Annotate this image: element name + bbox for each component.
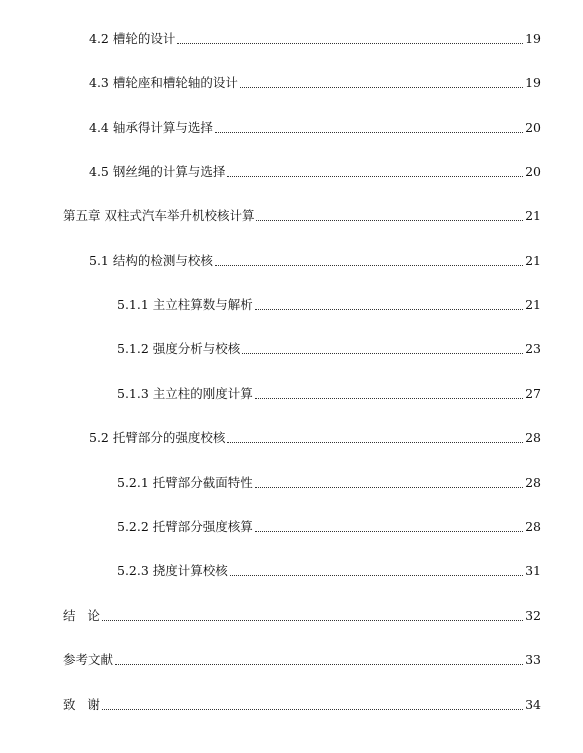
- toc-entry-4-4[interactable]: [89, 120, 541, 136]
- dot-leader: [102, 709, 523, 710]
- toc-entry-page: 21: [525, 208, 541, 223]
- toc-entry-page: 21: [525, 253, 541, 268]
- dot-leader: [255, 398, 523, 399]
- toc-entry-5-1-1[interactable]: [117, 297, 541, 313]
- dot-leader: [256, 220, 523, 221]
- toc-entry-title: 5.2.1 托臂部分截面特性: [117, 475, 253, 490]
- dot-leader: [255, 487, 523, 488]
- toc-entry-page: 21: [525, 297, 541, 312]
- toc-entry-page: 34: [525, 697, 541, 712]
- toc-entry-5-2-1[interactable]: [117, 475, 541, 491]
- toc-entry-5-1-2[interactable]: [117, 341, 541, 357]
- toc-entry-page: 27: [525, 386, 541, 401]
- toc-entry-references[interactable]: [63, 652, 541, 668]
- toc-entry-title: 5.2.2 托臂部分强度核算: [117, 519, 253, 534]
- toc-entry-title: 4.5 钢丝绳的计算与选择: [89, 164, 226, 179]
- toc-entry-page: 20: [525, 164, 541, 179]
- toc-entry-chapter-5[interactable]: [63, 208, 541, 224]
- toc-entry-title: 致 谢: [63, 697, 100, 712]
- dot-leader: [227, 442, 523, 443]
- dot-leader: [215, 132, 523, 133]
- toc-entry-acknowledgements[interactable]: [63, 697, 541, 713]
- dot-leader: [215, 265, 523, 266]
- toc-entry-page: 20: [525, 120, 541, 135]
- toc-entry-conclusion[interactable]: [63, 608, 541, 624]
- dot-leader: [255, 531, 523, 532]
- dot-leader: [177, 43, 523, 44]
- toc-entry-5-2-3[interactable]: [117, 563, 541, 579]
- toc-entry-title: 5.1 结构的检测与校核: [89, 253, 213, 268]
- toc-entry-page: 28: [525, 519, 541, 534]
- toc-entry-page: 28: [525, 430, 541, 445]
- toc-entry-5-1[interactable]: [89, 253, 541, 269]
- dot-leader: [102, 620, 523, 621]
- toc-entry-title: 5.1.1 主立柱算数与解析: [117, 297, 253, 312]
- dot-leader: [240, 87, 523, 88]
- toc-entry-page: 19: [525, 75, 541, 90]
- toc-entry-page: 33: [525, 652, 541, 667]
- dot-leader: [115, 664, 523, 665]
- toc-entry-page: 28: [525, 475, 541, 490]
- toc-entry-title: 参考文献: [63, 652, 114, 667]
- dot-leader: [255, 309, 523, 310]
- toc-entry-title: 4.4 轴承得计算与选择: [89, 120, 213, 135]
- toc-entry-title: 5.2 托臂部分的强度校核: [89, 430, 226, 445]
- toc-entry-title: 4.3 槽轮座和槽轮轴的设计: [89, 75, 238, 90]
- toc-entry-4-3[interactable]: [89, 75, 541, 91]
- dot-leader: [230, 575, 523, 576]
- toc-entry-title: 4.2 槽轮的设计: [89, 31, 176, 46]
- toc-entry-title: 结 论: [63, 608, 100, 623]
- toc-entry-5-1-3[interactable]: [117, 386, 541, 402]
- toc-entry-title: 5.1.3 主立柱的刚度计算: [117, 386, 253, 401]
- dot-leader: [242, 353, 523, 354]
- toc-entry-title: 5.2.3 挠度计算校核: [117, 563, 228, 578]
- toc-entry-page: 31: [525, 563, 541, 578]
- toc-entry-page: 19: [525, 31, 541, 46]
- toc-entry-title: 第五章 双柱式汽车举升机校核计算: [63, 208, 255, 223]
- toc-entry-4-5[interactable]: [89, 164, 541, 180]
- toc-entry-page: 32: [525, 608, 541, 623]
- toc-entry-5-2[interactable]: [89, 430, 541, 446]
- dot-leader: [227, 176, 523, 177]
- toc-entry-title: 5.1.2 强度分析与校核: [117, 341, 241, 356]
- toc-entry-page: 23: [525, 341, 541, 356]
- toc-entry-4-2[interactable]: [89, 31, 541, 47]
- toc-entry-5-2-2[interactable]: [117, 519, 541, 535]
